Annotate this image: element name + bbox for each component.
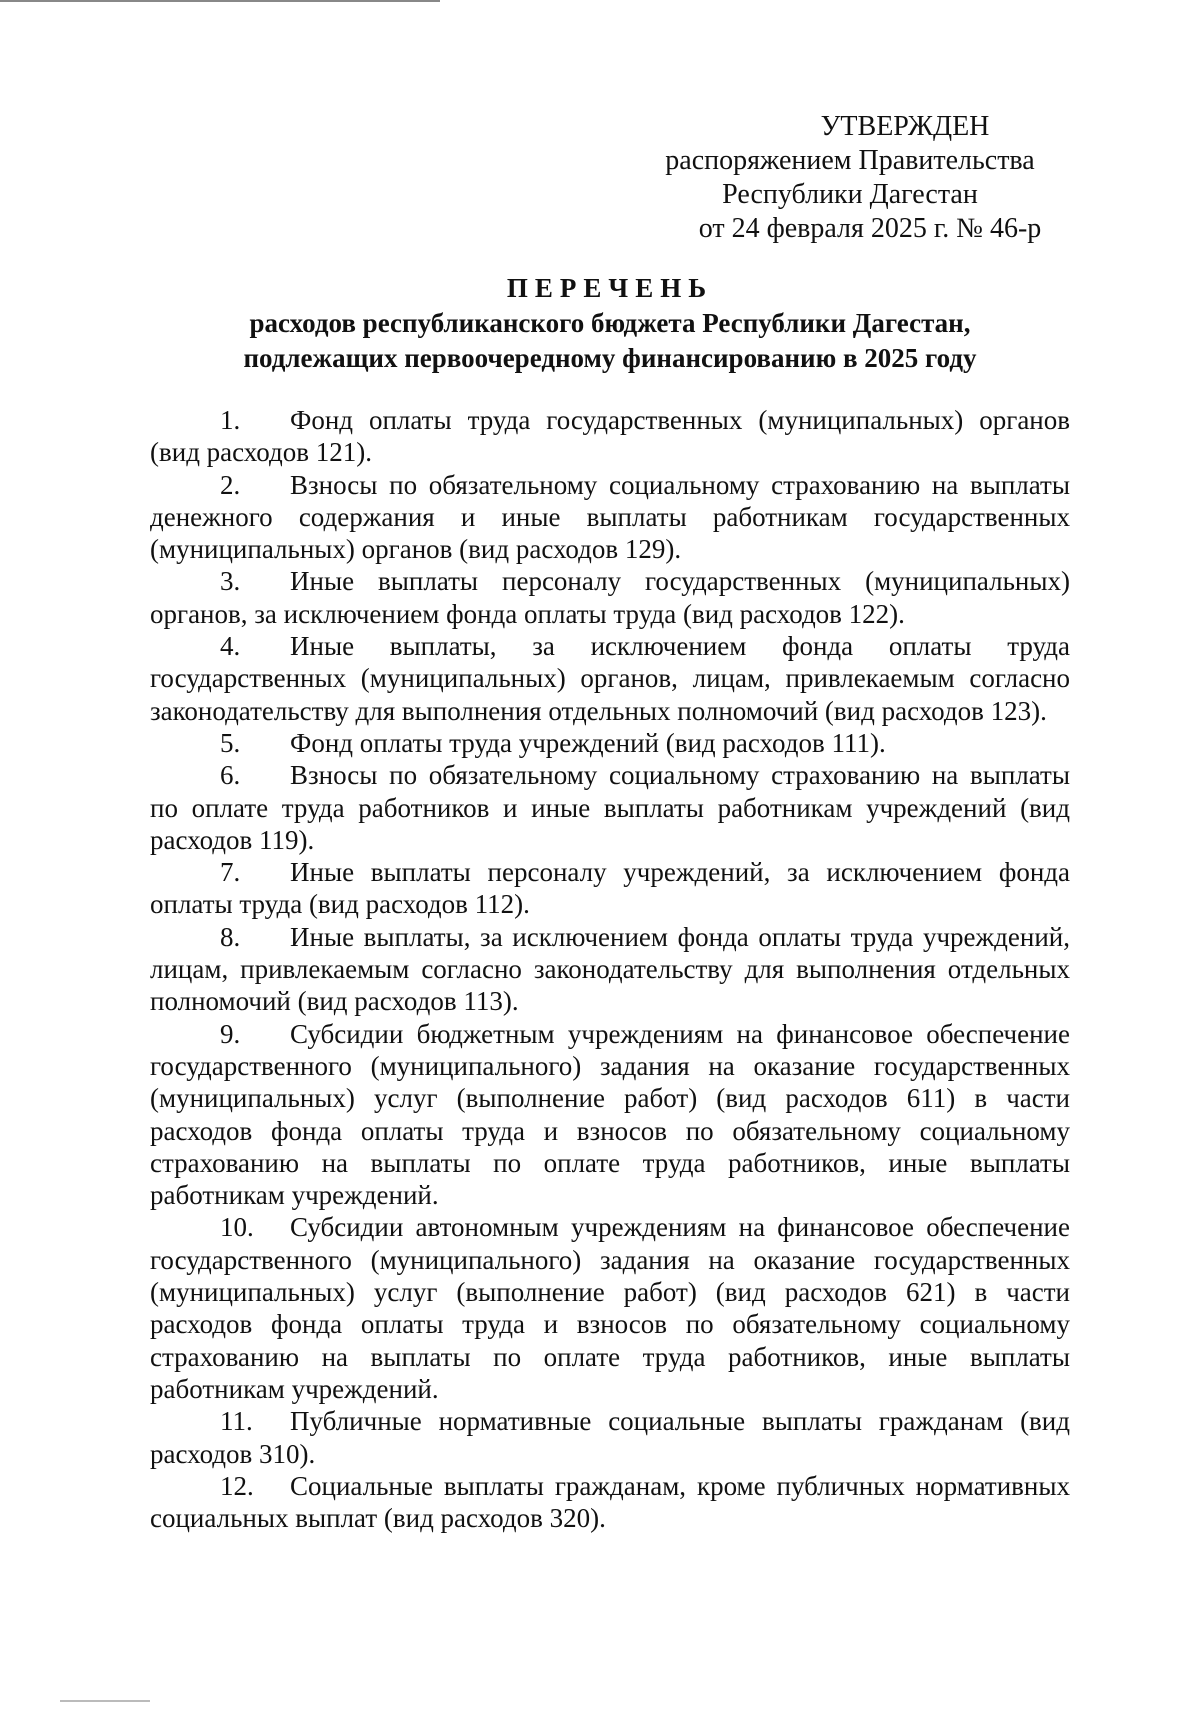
approval-block: [560, 110, 1140, 246]
item-text: Субсидии автономным учреждениям на финансовое обеспечение государственного (муниципального) задания на оказание государственных (муниципальных) услуг (выполнение работ) (вид расходов 621) в части расходов фонда оплаты труда и взносов по обязательному социальному страхованию на выплаты по оплате труда работников, иные выплаты работникам учреждений.: [150, 1212, 1070, 1404]
item-text: Иные выплаты, за исключением фонда оплаты труда учреждений, лицам, привлекаемым согласно законодательству для выполнения отдельных полномочий (вид расходов 113).: [150, 921, 1070, 1017]
item-number: 10.: [220, 1212, 254, 1243]
list-item: [150, 1470, 1070, 1535]
list-item: [150, 469, 1070, 566]
item-number: 1.: [220, 405, 241, 435]
approval-line: распоряжением Правительства: [665, 145, 1035, 176]
list-item: [150, 630, 1070, 727]
document-subtitle: подлежащих первоочередному финансированию в 2025 году: [243, 343, 977, 373]
item-text: Фонд оплаты труда учреждений (вид расходов 111).: [290, 727, 886, 758]
item-text: Иные выплаты персоналу учреждений, за исключением фонда оплаты труда (вид расходов 112).: [150, 857, 1070, 920]
item-number: 8.: [220, 921, 241, 952]
list-item: [150, 856, 1070, 921]
approval-line: Республики Дагестан: [722, 179, 978, 210]
approval-date: от 24 февраля 2025 г. № 46-р: [698, 213, 1042, 244]
item-number: 2.: [220, 469, 241, 500]
list-item: [150, 921, 1070, 1018]
document-title: ПЕРЕЧЕНЬ: [506, 273, 714, 303]
scan-edge-line: [0, 0, 440, 2]
document-subtitle: расходов республиканского бюджета Республики Дагестан,: [249, 308, 971, 338]
approval-title: УТВЕРЖДЕН: [820, 111, 990, 142]
item-number: 7.: [220, 857, 241, 888]
item-number: 6.: [220, 760, 241, 791]
document-heading: [140, 271, 1080, 376]
list-item: [150, 759, 1070, 856]
item-number: 9.: [220, 1018, 241, 1049]
item-number: 12.: [220, 1470, 254, 1501]
list-item: [150, 565, 1070, 630]
list-item: [150, 1405, 1070, 1470]
item-text: Субсидии бюджетным учреждениям на финансовое обеспечение государственного (муниципального) задания на оказание государственных (муниципальных) услуг (выполнение работ) (вид расходов 611) в части расходов фонда оплаты труда и взносов по обязательному социальному страхованию на выплаты по оплате труда работников, иные выплаты работникам учреждений.: [150, 1018, 1070, 1211]
item-number: 11.: [220, 1406, 253, 1437]
item-text: Публичные нормативные социальные выплаты гражданам (вид расходов 310).: [150, 1406, 1070, 1469]
item-number: 3.: [220, 566, 241, 597]
list-item: [150, 1211, 1070, 1405]
list-item: [150, 727, 1070, 759]
item-number: 4.: [220, 631, 241, 662]
list-item: [150, 1018, 1070, 1212]
list-item: [150, 404, 1070, 469]
item-text: Социальные выплаты гражданам, кроме публичных нормативных социальных выплат (вид расходов 320).: [150, 1470, 1070, 1534]
item-number: 5.: [220, 727, 241, 758]
expense-list: [150, 404, 1070, 1534]
item-text: Иные выплаты, за исключением фонда оплаты труда государственных (муниципальных) органов, лицам, привлекаемым согласно законодательству для выполнения отдельных полномочий (вид расходов 123).: [150, 631, 1070, 726]
item-text: Иные выплаты персоналу государственных (муниципальных) органов, за исключением фонда оплаты труда (вид расходов 122).: [150, 566, 1070, 629]
item-text: Взносы по обязательному социальному страхованию на выплаты по оплате труда работников и иные выплаты работникам учреждений (вид расходов 119).: [150, 760, 1070, 855]
item-text: Взносы по обязательному социальному страхованию на выплаты денежного содержания и иные выплаты работникам государственных (муниципальных) органов (вид расходов 129).: [150, 469, 1070, 565]
scan-edge-line: [60, 1700, 150, 1702]
item-text: Фонд оплаты труда государственных (муниципальных) органов (вид расходов 121).: [150, 405, 1070, 468]
